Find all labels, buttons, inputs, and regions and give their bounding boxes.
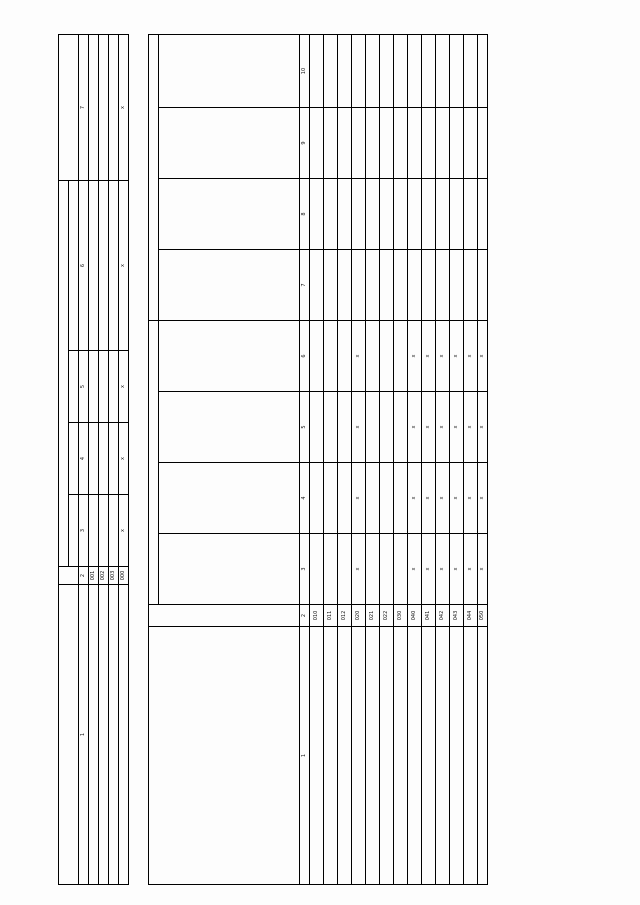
s2-cell [352,108,366,179]
table-row [380,35,394,885]
s2-cell [352,35,366,108]
s2-cell [394,463,408,534]
s1-cell [109,351,119,423]
s2-row-label [338,627,352,885]
s2-cell [310,250,324,321]
s2-total-cell: x [478,392,488,463]
s1-total-label [119,585,129,885]
s2-colnum: 10 [300,35,310,108]
s1-cell [99,495,109,567]
s1-colnum: 2 [79,567,89,585]
s1-row-code: 003 [109,567,119,585]
s2-cell [436,108,450,179]
s2-row-label [436,627,450,885]
s1-total-cell: x [119,351,129,423]
s2-total-cell: x [478,321,488,392]
s2-row-code: 044 [464,605,478,627]
s1-header-date [69,423,79,495]
s2-cell [436,250,450,321]
s2-cell [324,35,338,108]
s1-header-number [69,351,79,423]
s2-cell [394,392,408,463]
s2-cell [310,108,324,179]
s1-row [109,35,119,885]
s2-cell: x [422,534,436,605]
s1-header-name [59,585,79,885]
s2-row-label [310,627,324,885]
s2-body [310,35,478,885]
s2-cell: x [464,534,478,605]
s2-cell [394,108,408,179]
s1-total-cell: x [119,495,129,567]
s2-cell: x [436,534,450,605]
s2-cell [338,108,352,179]
s2-colnum: 6 [300,321,310,392]
s2-cell [464,179,478,250]
s2-row-label [422,627,436,885]
table-row [464,35,478,885]
s2-row-code: 030 [394,605,408,627]
s2-cell [436,179,450,250]
s2-cell: x [352,463,366,534]
s2-cell: x [450,534,464,605]
s2-row-label [380,627,394,885]
s2-cell [450,108,464,179]
s2-total-cell [478,250,488,321]
s2-cell [408,108,422,179]
s2-row-label [408,627,422,885]
s1-header-size [59,35,79,181]
s1-row-code: 002 [99,567,109,585]
s2-row-label [324,627,338,885]
s2-cell: x [422,321,436,392]
s2-cell [380,534,394,605]
s2-colnum: 7 [300,250,310,321]
s2-cell [450,250,464,321]
s2-cell: x [422,392,436,463]
s2-row-label [394,627,408,885]
s2-total-cell [478,108,488,179]
rotated-content [40,15,495,885]
table-row [366,35,380,885]
s2-cell [394,250,408,321]
table-row [324,35,338,885]
s2-total-cell [478,35,488,108]
s2-cell [436,35,450,108]
s2-row-code: 043 [450,605,464,627]
s2-cell [380,392,394,463]
s2-cell [380,179,394,250]
s1-cell [89,181,99,351]
s2-cell [324,534,338,605]
s2-cell: x [436,321,450,392]
s2-total-cell: x [478,463,488,534]
s2-cell: x [450,392,464,463]
s1-colnum: 7 [79,35,89,181]
s1-cell [89,35,99,181]
s2-row-code: 022 [380,605,394,627]
s1-colnum: 4 [79,423,89,495]
s2-cell [450,179,464,250]
s2-cell [366,534,380,605]
s2-cell [380,250,394,321]
s2-cell [366,108,380,179]
s2-cell [338,321,352,392]
s2-cell [464,35,478,108]
s2-total-cell: x [478,534,488,605]
table-row [338,35,352,885]
s2-cell [408,179,422,250]
s2-cell [450,35,464,108]
s2-header-base-group [149,321,159,605]
s1-cell [109,181,119,351]
s1-total-row [119,35,129,885]
s1-cell [89,423,99,495]
s2-cell [310,321,324,392]
table-row [352,35,366,885]
s2-cell [422,179,436,250]
s1-total-cell: x [119,423,129,495]
s2-cell [338,463,352,534]
s2-cell [324,250,338,321]
s2-cell [380,35,394,108]
s2-row-label [352,627,366,885]
s2-cell [408,250,422,321]
s2-row-code: 042 [436,605,450,627]
s2-cell: x [352,392,366,463]
s2-row-code: 040 [408,605,422,627]
s2-cell [366,463,380,534]
s1-row [89,35,99,885]
s2-cell: x [464,321,478,392]
s1-cell [109,35,119,181]
s2-cell [380,463,394,534]
table-row [408,35,422,885]
s2-cell [310,392,324,463]
s1-header-norm-act [59,181,69,567]
s2-cell: x [352,321,366,392]
table-row [310,35,324,885]
s2-cell [394,35,408,108]
s2-cell [380,108,394,179]
s2-cell [338,35,352,108]
s2-cell [324,392,338,463]
table-row [450,35,464,885]
s1-cell [99,423,109,495]
table-row [394,35,408,885]
s2-cell [338,179,352,250]
s2-row-code: 011 [324,605,338,627]
s2-row-code: 020 [352,605,366,627]
s1-cell [89,495,99,567]
s1-colnum: 6 [79,181,89,351]
s2-cell: x [450,321,464,392]
s1-cell [109,423,119,495]
s2-row-code: 021 [366,605,380,627]
s2-cell [394,321,408,392]
s1-colnum: 1 [79,585,89,885]
s1-header-kind [69,495,79,567]
s2-total-label [478,627,488,885]
s1-header-code [59,567,79,585]
s2-colnum: 8 [300,179,310,250]
s1-cell [99,35,109,181]
s1-cell [99,181,109,351]
s2-total-row [478,35,488,885]
s2-cell [338,534,352,605]
s2-total-code: 050 [478,605,488,627]
s2-cell [324,321,338,392]
s2-cell: x [408,463,422,534]
s2-row-code: 041 [422,605,436,627]
s2-cell [324,179,338,250]
s2-colnum: 9 [300,108,310,179]
s2-row-label [450,627,464,885]
s2-colnum: 1 [300,627,310,885]
s1-row-code: 001 [89,567,99,585]
s1-colnum: 3 [79,495,89,567]
s2-cell: x [450,463,464,534]
s1-cell [109,495,119,567]
s2-cell [366,250,380,321]
s1-total-cell: x [119,35,129,181]
s2-colnum: 5 [300,392,310,463]
s2-row-label [366,627,380,885]
s2-cell [408,35,422,108]
section-1-table [58,34,129,885]
s2-cell: x [408,392,422,463]
s2-cell [338,250,352,321]
s2-row-code: 012 [338,605,352,627]
table-row [436,35,450,885]
s1-row [99,35,109,885]
s2-cell [464,250,478,321]
s1-colnum: 5 [79,351,89,423]
s2-cell [366,179,380,250]
section-2-table [148,34,488,885]
s2-cell: x [352,534,366,605]
s2-cell: x [408,534,422,605]
s2-header-sums-group [149,35,159,321]
s2-cell [464,108,478,179]
s2-cell: x [422,463,436,534]
s2-cell: x [464,463,478,534]
s2-cell [422,35,436,108]
s1-total-cell: x [119,181,129,351]
s2-cell [324,108,338,179]
s2-row-code: 010 [310,605,324,627]
s2-cell [352,179,366,250]
s2-row-label [464,627,478,885]
s1-cell [89,351,99,423]
s2-cell [380,321,394,392]
s2-cell [366,321,380,392]
s2-colnum: 3 [300,534,310,605]
s2-cell: x [436,463,450,534]
s2-colnum: 4 [300,463,310,534]
s2-cell [394,534,408,605]
table-row [422,35,436,885]
s2-total-cell [478,179,488,250]
s1-total-code: 000 [119,567,129,585]
s1-header-naimenovanie [69,181,79,351]
s2-colnum: 2 [300,605,310,627]
s2-cell [310,463,324,534]
s1-cell [99,351,109,423]
s2-header-indicator [149,627,300,885]
s2-cell [422,250,436,321]
s2-cell [310,534,324,605]
s2-cell [352,250,366,321]
s2-cell [338,392,352,463]
s2-cell: x [436,392,450,463]
s2-cell [422,108,436,179]
s2-cell: x [408,321,422,392]
s2-cell [394,179,408,250]
s2-cell [310,35,324,108]
s2-cell: x [464,392,478,463]
s2-cell [310,179,324,250]
s2-cell [366,35,380,108]
s2-cell [324,463,338,534]
s2-cell [366,392,380,463]
